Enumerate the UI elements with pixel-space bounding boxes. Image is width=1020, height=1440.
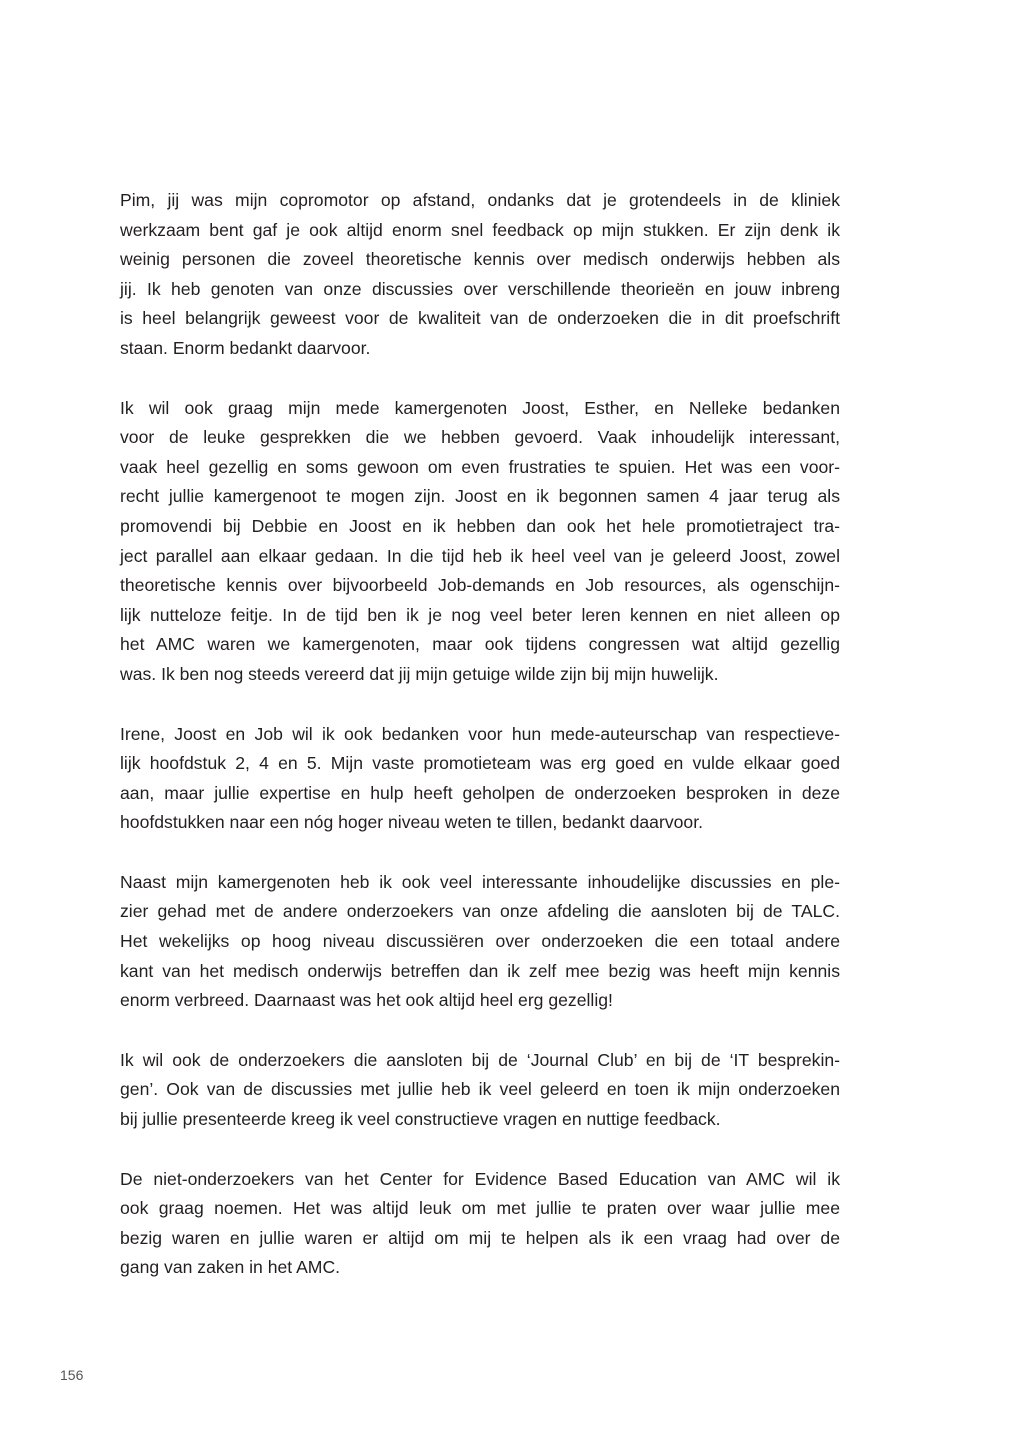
text-line: was. Ik ben nog steeds vereerd dat jij mijn getuige wilde zijn bij mijn huwelijk. bbox=[120, 663, 719, 684]
paragraph bbox=[120, 394, 840, 690]
text-line: Irene, Joost en Job wil ik ook bedanken voor hun mede-auteurschap van respectieve- bbox=[120, 723, 840, 744]
paragraph bbox=[120, 868, 840, 1016]
text-line: Ik wil ook graag mijn mede kamergenoten Joost, Esther, en Nelleke bedanken bbox=[120, 397, 840, 418]
text-line: hoofdstukken naar een nóg hoger niveau weten te tillen, bedankt daarvoor. bbox=[120, 812, 703, 833]
text-line: werkzaam bent gaf je ook altijd enorm snel feedback op mijn stukken. Er zijn denk ik bbox=[120, 219, 840, 240]
text-line: jij. Ik heb genoten van onze discussies over verschillende theorieën en jouw inbreng bbox=[120, 278, 840, 299]
text-line: kant van het medisch onderwijs betreffen dan ik zelf mee bezig was heeft mijn kennis bbox=[120, 960, 840, 981]
text-line: lijk nutteloze feitje. In de tijd ben ik je nog veel beter leren kennen en niet alleen op bbox=[120, 604, 840, 625]
text-line: gang van zaken in het AMC. bbox=[120, 1257, 341, 1278]
text-line: Het wekelijks op hoog niveau discussiëren over onderzoeken die een totaal andere bbox=[120, 931, 840, 952]
text-line: Naast mijn kamergenoten heb ik ook veel interessante inhoudelijke discussies en ple- bbox=[120, 871, 840, 892]
text-line: promovendi bij Debbie en Joost en ik hebben dan ook het hele promotietraject tra- bbox=[120, 515, 840, 536]
text-line: Ik wil ook de onderzoekers die aansloten bij de ‘Journal Club’ en bij de ‘IT besprekin- bbox=[120, 1049, 840, 1070]
text-line: is heel belangrijk geweest voor de kwaliteit van de onderzoeken die in dit proefschrift bbox=[120, 308, 840, 329]
text-line: De niet-onderzoekers van het Center for Evidence Based Education van AMC wil ik bbox=[120, 1168, 840, 1189]
text-line: ject parallel aan elkaar gedaan. In die tijd heb ik heel veel van je geleerd Joost, zowel bbox=[120, 545, 840, 566]
text-line: recht jullie kamergenoot te mogen zijn. Joost en ik begonnen samen 4 jaar terug als bbox=[120, 486, 840, 507]
text-line: Pim, jij was mijn copromotor op afstand, ondanks dat je grotendeels in de kliniek bbox=[120, 190, 840, 210]
text-line: theoretische kennis over bijvoorbeeld Job-demands en Job resources, als ogenschijn- bbox=[120, 575, 840, 596]
text-line: voor de leuke gesprekken die we hebben gevoerd. Vaak inhoudelijk interessant, bbox=[120, 427, 840, 448]
body-text bbox=[120, 186, 840, 1313]
text-line: ook graag noemen. Het was altijd leuk om met jullie te praten over waar jullie mee bbox=[120, 1198, 840, 1219]
text-line: enorm verbreed. Daarnaast was het ook altijd heel erg gezellig! bbox=[120, 990, 613, 1011]
text-line: bezig waren en jullie waren er altijd om mij te helpen als ik een vraag had over de bbox=[120, 1227, 840, 1248]
text-line: zier gehad met de andere onderzoekers van onze afdeling die aansloten bij de TALC. bbox=[120, 901, 840, 922]
paragraph bbox=[120, 720, 840, 838]
paragraph bbox=[120, 186, 840, 364]
paragraph bbox=[120, 1046, 840, 1135]
text-line: weinig personen die zoveel theoretische kennis over medisch onderwijs hebben als bbox=[120, 249, 840, 270]
text-line: staan. Enorm bedankt daarvoor. bbox=[120, 337, 371, 358]
text-line: lijk hoofdstuk 2, 4 en 5. Mijn vaste promotieteam was erg goed en vulde elkaar goed bbox=[120, 753, 840, 774]
text-line: bij jullie presenteerde kreeg ik veel constructieve vragen en nuttige feedback. bbox=[120, 1109, 721, 1130]
paragraph bbox=[120, 1165, 840, 1283]
text-line: vaak heel gezellig en soms gewoon om even frustraties te spuien. Het was een voor- bbox=[120, 456, 840, 477]
text-line: aan, maar jullie expertise en hulp heeft geholpen de onderzoeken besproken in deze bbox=[120, 782, 840, 803]
page-number: 156 bbox=[60, 1367, 84, 1383]
text-line: gen’. Ook van de discussies met jullie heb ik veel geleerd en toen ik mijn onderzoeken bbox=[120, 1079, 840, 1100]
text-line: het AMC waren we kamergenoten, maar ook tijdens congressen wat altijd gezellig bbox=[120, 634, 840, 655]
